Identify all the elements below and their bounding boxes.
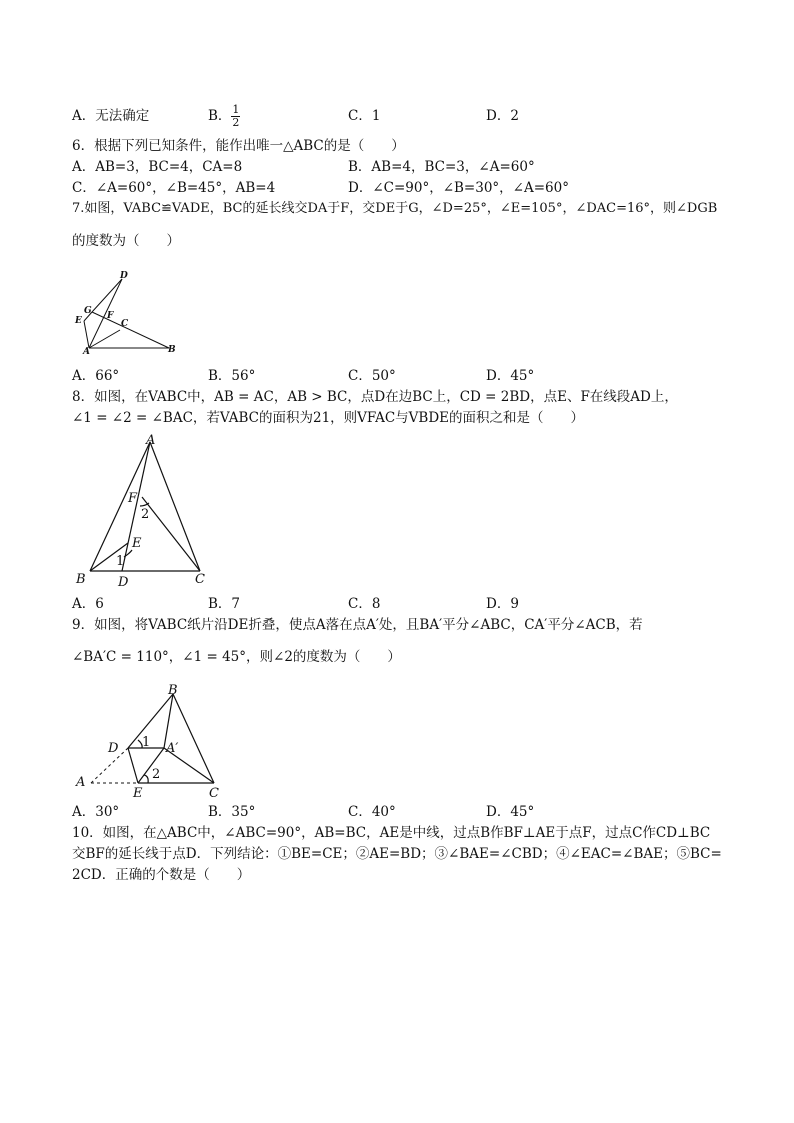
q8-option-c: C．8: [348, 596, 381, 612]
q7-label-b: B: [168, 345, 176, 355]
q8-label-angle-2: 2: [141, 507, 150, 522]
q7-label-f: F: [107, 311, 114, 321]
q8-option-a: A．6: [72, 596, 104, 612]
q8-label-angle-1: 1: [116, 554, 125, 569]
q9-segment-de: [128, 748, 138, 783]
q9-label-angle-2: 2: [152, 767, 161, 782]
q7-option-c: C．50°: [348, 368, 396, 384]
fraction-denominator: 2: [232, 116, 240, 129]
q7-option-d: D．45°: [486, 368, 535, 384]
q7-label-c: C: [121, 319, 129, 329]
q5-option-b: [208, 104, 240, 129]
q7-option-b: B．56°: [208, 368, 256, 384]
q5-option-b-prefix: B．: [208, 108, 232, 124]
q9-label-a: A: [76, 775, 86, 790]
q8-label-d: D: [118, 575, 129, 590]
q7-label-a: A: [83, 347, 90, 357]
q8-option-d: D．9: [486, 596, 519, 612]
q6-option-a: A．AB=3，BC=4，CA=8: [72, 159, 243, 175]
q6-option-c: C．∠A=60°，∠B=45°，AB=4: [72, 180, 276, 196]
q10-stem-line-1: 10．如图，在△ABC中，∠ABC=90°，AB=BC，AE是中线，过点B作BF⊥AE于点F，过点C作CD⊥BC: [72, 825, 711, 841]
q8-stem-line-1: 8．如图，在VABC中，AB = AC，AB > BC，点D在边BC上，CD = 2BD，点E、F在线段AD上，: [72, 389, 678, 405]
q7-option-a: A．66°: [72, 368, 120, 384]
q5-option-c: C．1: [348, 108, 381, 124]
q9-figure: [72, 676, 232, 800]
q6-option-d: D．∠C=90°，∠B=30°，∠A=60°: [348, 180, 569, 196]
q9-label-a-prime: A′: [166, 741, 179, 756]
q5-option-d: D．2: [486, 108, 519, 124]
q8-label-b: B: [76, 572, 86, 587]
q8-label-c: C: [195, 572, 205, 587]
q8-label-e: E: [132, 536, 142, 551]
q7-segment-da: [89, 279, 122, 348]
q9-segment-bd: [128, 694, 173, 748]
q9-option-d: D．45°: [486, 804, 535, 820]
q8-figure: [70, 430, 220, 592]
q9-angle-2-arc: [144, 775, 148, 783]
q9-label-e: E: [133, 786, 143, 800]
q9-label-angle-1: 1: [142, 735, 151, 750]
q9-option-a: A．30°: [72, 804, 120, 820]
q5-option-a: A．无法确定: [72, 108, 150, 124]
q8-angle-2-arc: [140, 503, 149, 506]
q8-segment-cf: [142, 497, 200, 571]
q7-label-e: E: [75, 316, 82, 326]
q7-label-d: D: [120, 271, 128, 281]
q7-segment-ea: [84, 321, 89, 348]
q9-segment-ba-prime: [164, 694, 173, 748]
q9-segment-bc: [173, 694, 214, 783]
q9-option-c: C．40°: [348, 804, 396, 820]
q8-segment-ac: [150, 442, 200, 571]
q6-option-b: B．AB=4，BC=3，∠A=60°: [348, 159, 535, 175]
fraction-numerator: 1: [232, 103, 240, 116]
q8-stem-line-2: ∠1 = ∠2 = ∠BAC，若VABC的面积为21，则VFAC与VBDE的面积之和是（ ）: [72, 410, 585, 426]
q8-label-f: F: [128, 491, 138, 506]
q6-stem: 6．根据下列已知条件，能作出唯一△ABC的是（ ）: [72, 138, 405, 154]
q9-stem-line-1: 9．如图，将VABC纸片沿DE折叠，使点A落在点A′处，且BA′平分∠ABC，CA′平分∠ACB，若: [72, 617, 643, 633]
q9-option-b: B．35°: [208, 804, 256, 820]
q7-stem-line-1: 7.如图，VABC≌VADE，BC的延长线交DA于F，交DE于G，∠D=25°，∠E=105°，∠DAC=16°，则∠DGB: [72, 201, 718, 216]
q7-stem-line-2: 的度数为（ ）: [72, 233, 180, 249]
q9-stem-line-2: ∠BA′C = 110°，∠1 = 45°，则∠2的度数为（ ）: [72, 649, 401, 665]
q9-label-d: D: [108, 741, 119, 756]
q7-label-g: G: [84, 306, 92, 316]
q7-figure: [70, 268, 190, 360]
q5-option-b-fraction: [231, 104, 240, 129]
q8-label-a: A: [146, 433, 156, 448]
q7-segment-bg: [92, 312, 169, 348]
q8-option-b: B．7: [208, 596, 241, 612]
q9-label-c: C: [209, 786, 219, 800]
q10-stem-line-2: 交BF的延长线于点D．下列结论：①BE=CE；②AE=BD；③∠BAE=∠CBD；④∠EAC=∠BAE；⑤BC=: [72, 846, 722, 862]
q10-stem-line-3: 2CD．正确的个数是（ ）: [72, 867, 251, 883]
q7-segment-dg: [92, 279, 122, 312]
q9-label-b: B: [168, 683, 178, 698]
